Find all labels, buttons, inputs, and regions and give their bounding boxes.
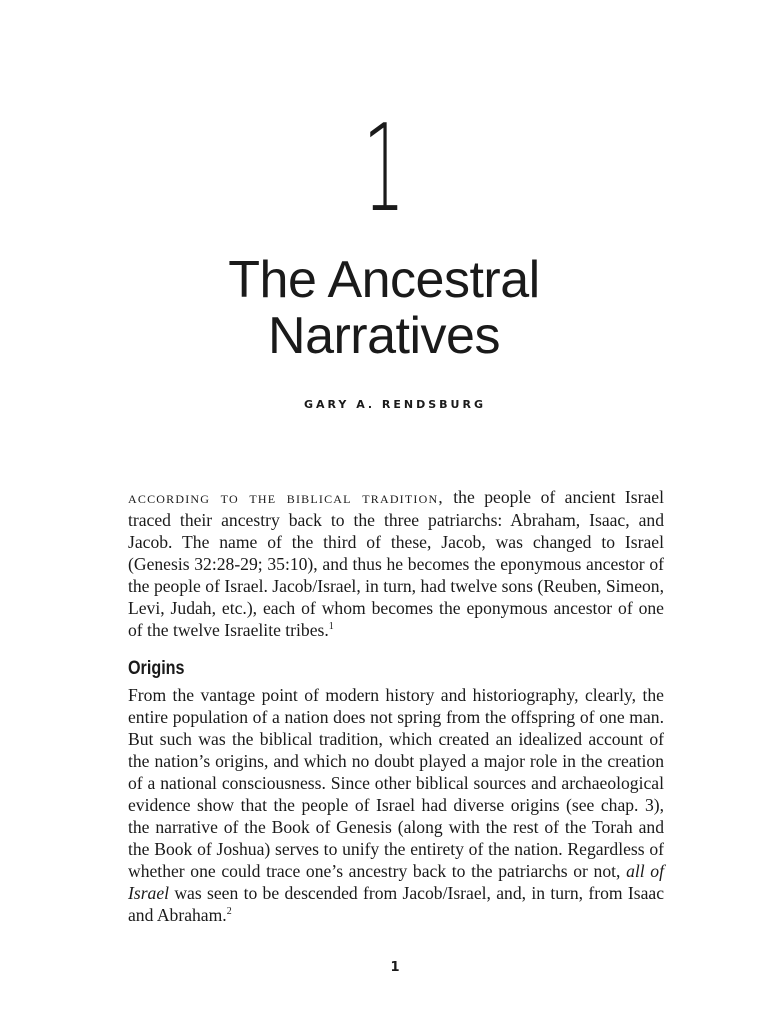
origins-paragraph: [128, 684, 664, 926]
intro-text: the people of ancient Israel traced their ancestry back to the three patriarchs: Abraham, Isaac, and Jacob. The name of the third of these, Jacob, was changed to Israel (Genesis 32:28-29; 35:10), and thus he becomes the eponymous ancestor of the people of Israel. Jacob/Israel, in turn, had twelve sons (Reuben, Simeon, Levi, Judah, etc.), each of whom becomes the eponymous ancestor of one of the twelve Israelite tribes.: [128, 487, 665, 640]
footnote-ref-1[interactable]: 1: [328, 621, 334, 633]
chapter-number: 1: [362, 100, 405, 239]
chapter-title-line-1: The Ancestral: [228, 251, 540, 309]
origins-italic-phrase: all of Israel: [128, 861, 664, 903]
page-number: 1: [390, 960, 400, 975]
intro-lead-smallcaps: according to the biblical tradition,: [128, 488, 444, 507]
chapter-title-line-2: Narratives: [268, 307, 500, 365]
footnote-ref-2[interactable]: 2: [226, 906, 232, 918]
intro-paragraph: [128, 486, 664, 641]
chapter-title: [0, 252, 768, 364]
author-name: GARY A. RENDSBURG: [304, 398, 486, 411]
origins-text-before: From the vantage point of modern history and historiography, clearly, the entire population of a nation does not spring from the offspring of one man. But such was the biblical tradition, which created an idealized account of the nation’s origins, and which no doubt played a major role in the creation of a national consciousness. Since other biblical sources and archaeological evidence show that the people of Israel had diverse origins (see chap. 3), the narrative of the Book of Genesis (along with the rest of the Torah and the Book of Joshua) serves to unify the entirety of the nation. Regardless of whether one could trace one’s ancestry back to the patriarchs or not,: [128, 685, 664, 881]
origins-text-after: was seen to be descended from Jacob/Israel, and, in turn, from Isaac and Abraham.: [128, 883, 664, 925]
section-heading-origins: Origins: [128, 658, 185, 679]
